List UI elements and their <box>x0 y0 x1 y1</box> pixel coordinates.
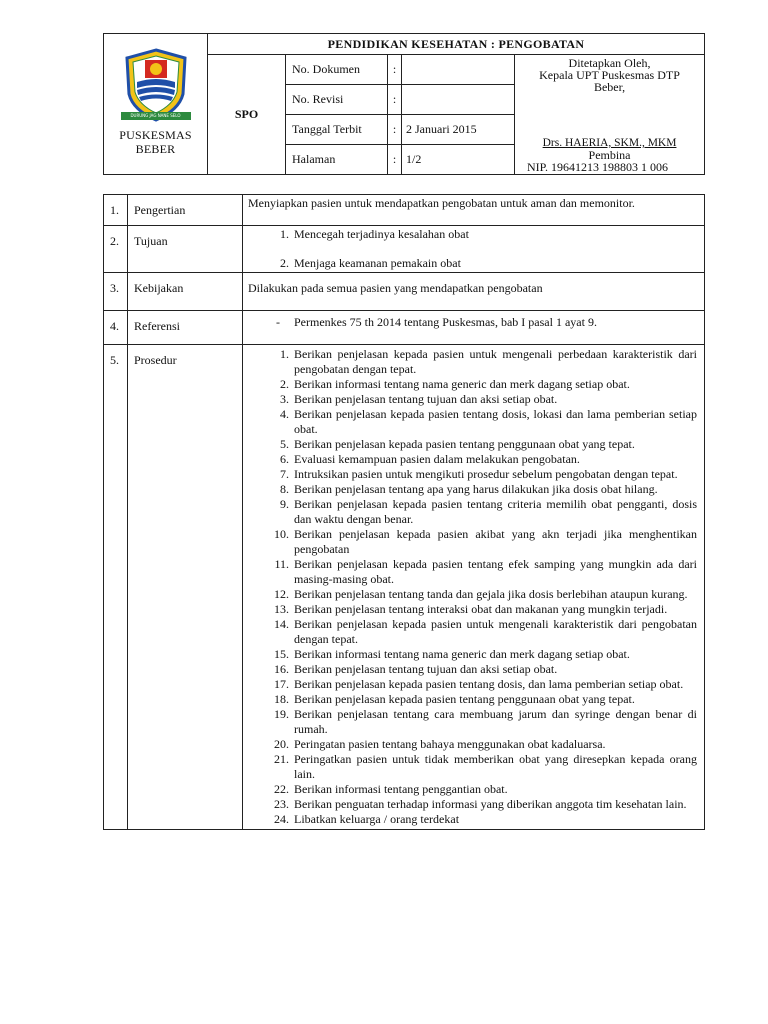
step-text: Berikan penjelasan kepada pasien untuk mengenali perbedaan karakteristik dari pengobatan dengan tepat. <box>294 347 697 376</box>
procedure-step <box>248 557 697 587</box>
section-label-kebijakan: Kebijakan <box>128 273 243 311</box>
table-row <box>104 195 705 226</box>
field-colon: : <box>388 145 402 175</box>
field-label-halaman: Halaman <box>286 145 388 175</box>
approval-line2: Kepala UPT Puskesmas DTP <box>539 68 680 82</box>
procedure-step <box>248 467 697 482</box>
doc-type: SPO <box>208 55 286 175</box>
approval-line1: Ditetapkan Oleh, <box>568 56 651 70</box>
step-number: 11. <box>274 557 289 571</box>
field-value-halaman: 1/2 <box>402 145 515 175</box>
step-number: 8. <box>280 482 289 496</box>
section-number: 4. <box>104 311 128 345</box>
procedure-step <box>248 662 697 677</box>
step-text: Berikan penguatan terhadap informasi yang diberikan anggota tim kesehatan lain. <box>294 797 687 811</box>
table-row <box>104 226 705 273</box>
field-label-no-dokumen: No. Dokumen <box>286 55 388 85</box>
step-number: 14. <box>274 617 289 631</box>
step-text: Peringatkan pasien untuk tidak memberikan obat yang diresepkan kepada orang lain. <box>294 752 697 781</box>
step-text: Evaluasi kemampuan pasien dalam melakukan pengobatan. <box>294 452 580 466</box>
section-number: 1. <box>104 195 128 226</box>
list-text: Permenkes 75 th 2014 tentang Puskesmas, bab I pasal 1 ayat 9. <box>294 315 597 329</box>
procedure-step <box>248 377 697 392</box>
procedure-step <box>248 527 697 557</box>
step-number: 16. <box>274 662 289 676</box>
procedure-step <box>248 407 697 437</box>
step-number: 12. <box>274 587 289 601</box>
procedure-step <box>248 812 697 827</box>
logo-banner: DURUNG JAG NANE SELO BALNUMBEH <box>121 112 191 120</box>
section-content-tujuan <box>243 226 705 273</box>
procedure-step <box>248 692 697 707</box>
list-item <box>248 315 697 330</box>
list-item <box>248 227 697 242</box>
step-number: 23. <box>274 797 289 811</box>
step-text: Berikan penjelasan kepada pasien tentang penggunaan obat yang tepat. <box>294 692 635 706</box>
procedure-step <box>248 347 697 377</box>
list-item <box>248 256 697 271</box>
bullet: - <box>276 315 280 329</box>
section-number: 2. <box>104 226 128 273</box>
org-name-line1: PUSKESMAS <box>119 128 192 142</box>
procedure-step <box>248 587 697 602</box>
field-label-no-revisi: No. Revisi <box>286 85 388 115</box>
step-text: Berikan penjelasan tentang tujuan dan aksi setiap obat. <box>294 662 558 676</box>
table-row <box>104 311 705 345</box>
step-number: 5. <box>280 437 289 451</box>
field-value-tanggal-terbit: 2 Januari 2015 <box>402 115 515 145</box>
section-label-pengertian: Pengertian <box>128 195 243 226</box>
field-colon: : <box>388 55 402 85</box>
puskesmas-logo-icon <box>123 48 189 122</box>
step-text: Libatkan keluarga / orang terdekat <box>294 812 460 826</box>
step-text: Berikan penjelasan tentang tanda dan gejala jika dosis berlebihan ataupun kurang. <box>294 587 688 601</box>
step-number: 6. <box>280 452 289 466</box>
step-text: Berikan penjelasan kepada pasien tentang penggunaan obat yang tepat. <box>294 437 635 451</box>
procedure-step <box>248 797 697 812</box>
section-content-referensi <box>243 311 705 345</box>
section-label-tujuan: Tujuan <box>128 226 243 273</box>
step-text: Berikan informasi tentang nama generic dan merk dagang setiap obat. <box>294 647 630 661</box>
step-text: Peringatan pasien tentang bahaya menggunakan obat kadaluarsa. <box>294 737 606 751</box>
logo-cell <box>104 34 208 175</box>
procedure-step <box>248 482 697 497</box>
procedure-step <box>248 737 697 752</box>
field-value-no-revisi <box>402 85 515 115</box>
step-text: Berikan penjelasan tentang tujuan dan aksi setiap obat. <box>294 392 558 406</box>
step-number: 4. <box>280 407 289 421</box>
step-number: 21. <box>274 752 289 766</box>
step-number: 20. <box>274 737 289 751</box>
approver-name: Drs. HAERIA, SKM., MKM <box>542 137 677 149</box>
step-text: Berikan penjelasan kepada pasien akibat yang akn terjadi jika menghentikan pengobatan <box>294 527 697 556</box>
step-number: 15. <box>274 647 289 661</box>
step-number: 18. <box>274 692 289 706</box>
step-number: 3. <box>280 392 289 406</box>
header-table <box>103 33 705 175</box>
approver-nip: NIP. 19641213 198803 1 006 <box>527 160 669 174</box>
section-label-referensi: Referensi <box>128 311 243 345</box>
section-content-prosedur <box>243 345 705 830</box>
step-text: Intruksikan pasien untuk mengikuti prosedur sebelum pengobatan dengan tepat. <box>294 467 678 481</box>
list-text: Mencegah terjadinya kesalahan obat <box>294 227 469 241</box>
field-colon: : <box>388 115 402 145</box>
procedure-step <box>248 707 697 737</box>
table-row <box>104 345 705 830</box>
approval-block <box>515 55 705 175</box>
procedure-step <box>248 437 697 452</box>
field-label-tanggal-terbit: Tanggal Terbit <box>286 115 388 145</box>
step-text: Berikan penjelasan kepada pasien tentang criteria memilih obat pengganti, dosis dan waktu dengan benar. <box>294 497 697 526</box>
section-content-pengertian: Menyiapkan pasien untuk mendapatkan pengobatan untuk aman dan memonitor. <box>243 195 705 226</box>
step-number: 13. <box>274 602 289 616</box>
step-text: Berikan penjelasan tentang cara membuang jarum dan syringe dengan benar di rumah. <box>294 707 697 736</box>
field-value-no-dokumen <box>402 55 515 85</box>
section-number: 5. <box>104 345 128 830</box>
step-number: 9. <box>280 497 289 511</box>
step-number: 1. <box>280 347 289 361</box>
step-number: 17. <box>274 677 289 691</box>
step-text: Berikan penjelasan kepada pasien tentang efek samping yang mungkin ada dari masing-masing obat. <box>294 557 697 586</box>
step-number: 2. <box>280 377 289 391</box>
procedure-step <box>248 392 697 407</box>
step-number: 24. <box>274 812 289 826</box>
procedure-step <box>248 677 697 692</box>
step-text: Berikan penjelasan tentang apa yang harus dilakukan jika dosis obat hilang. <box>294 482 658 496</box>
section-number: 3. <box>104 273 128 311</box>
procedure-steps <box>248 347 697 827</box>
procedure-step <box>248 497 697 527</box>
step-number: 19. <box>274 707 289 721</box>
procedure-step <box>248 452 697 467</box>
list-text: Menjaga keamanan pemakain obat <box>294 256 461 270</box>
field-colon: : <box>388 85 402 115</box>
step-number: 10. <box>274 527 289 541</box>
procedure-step <box>248 617 697 647</box>
procedure-step <box>248 782 697 797</box>
approval-line3: Beber, <box>593 80 626 94</box>
document-title: PENDIDIKAN KESEHATAN : PENGOBATAN <box>208 34 705 55</box>
procedure-table <box>103 194 705 830</box>
section-label-prosedur: Prosedur <box>128 345 243 830</box>
step-text: Berikan penjelasan tentang interaksi obat dan makanan yang mungkin terjadi. <box>294 602 668 616</box>
list-number: 1. <box>280 227 289 241</box>
step-number: 7. <box>280 467 289 481</box>
procedure-step <box>248 647 697 662</box>
table-row <box>104 273 705 311</box>
step-text: Berikan informasi tentang penggantian obat. <box>294 782 508 796</box>
procedure-step <box>248 602 697 617</box>
step-text: Berikan penjelasan kepada pasien untuk mengenali karakteristik dari pengobatan dengan tepat. <box>294 617 697 646</box>
approver-rank: Pembina <box>588 148 631 162</box>
step-text: Berikan penjelasan kepada pasien tentang dosis, dan lama pemberian setiap obat. <box>294 677 684 691</box>
list-number: 2. <box>280 256 289 270</box>
step-text: Berikan penjelasan kepada pasien tentang dosis, lokasi dan lama pemberian setiap obat. <box>294 407 697 436</box>
section-content-kebijakan: Dilakukan pada semua pasien yang mendapatkan pengobatan <box>243 273 705 311</box>
org-name-line2: BEBER <box>135 142 176 156</box>
procedure-step <box>248 752 697 782</box>
step-text: Berikan informasi tentang nama generic dan merk dagang setiap obat. <box>294 377 630 391</box>
step-number: 22. <box>274 782 289 796</box>
